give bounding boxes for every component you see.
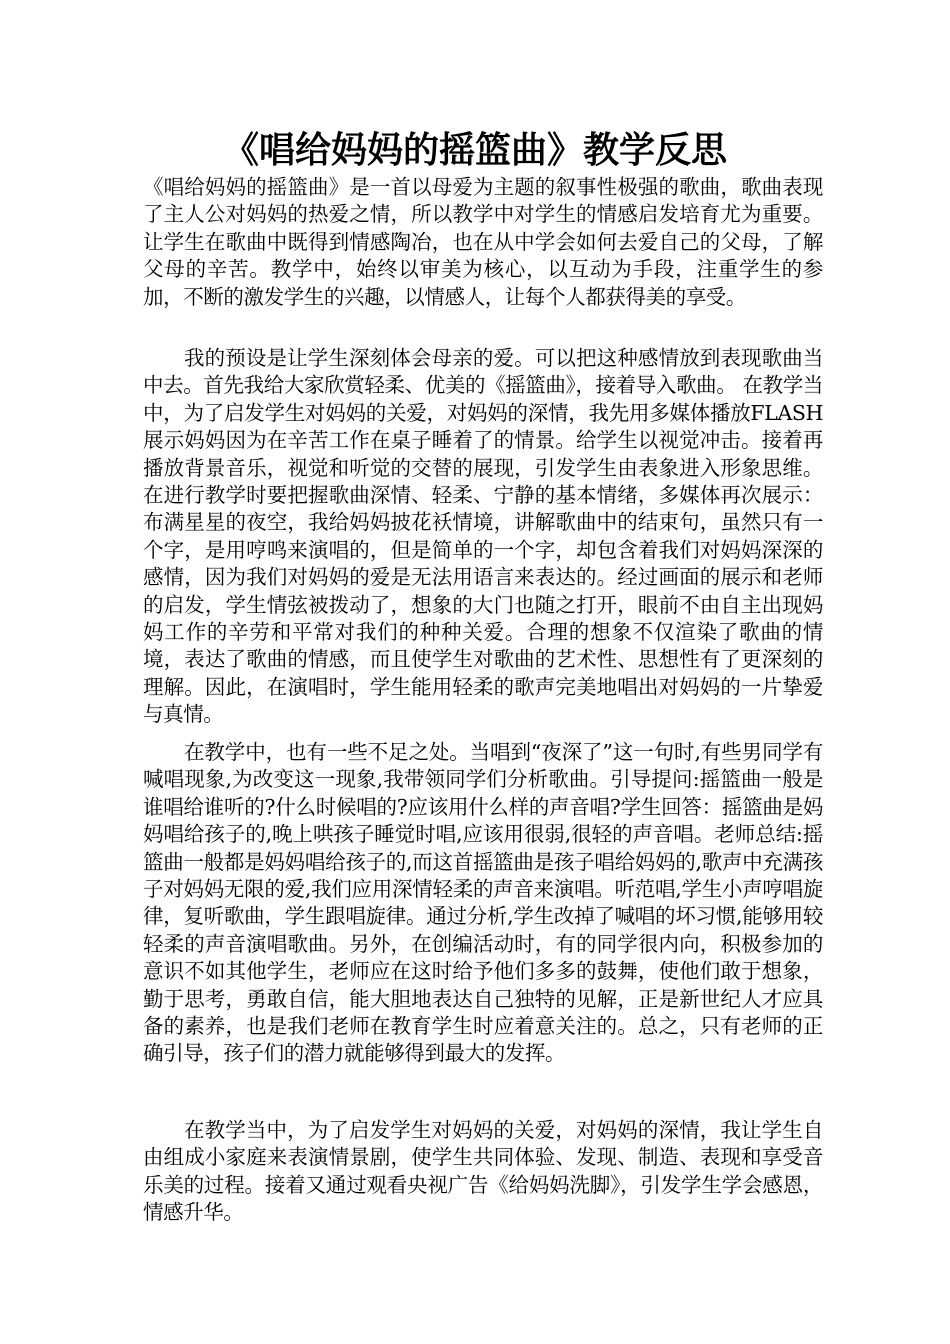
paragraph-conclusion: 在教学当中，为了启发学生对妈妈的关爱，对妈妈的深情，我让学生自由组成小家庭来表演情景剧，使学生共同体验、发现、制造、表现和享受音乐美的过程。接着又通过观看央视广告《给妈妈洗脚》，引发学生学会感恩，情感升华。 bbox=[143, 1118, 823, 1225]
paragraph-intro: 《唱给妈妈的摇篮曲》是一首以母爱为主题的叙事性极强的歌曲，歌曲表现了主人公对妈妈的热爱之情，所以教学中对学生的情感启发培育尤为重要。让学生在歌曲中既得到情感陶冶，也在从中学会如何去爱自己的父母，了解父母的辛苦。教学中，始终以审美为核心，以互动为手段，注重学生的参加，不断的激发学生的兴趣，以情感人，让每个人都获得美的享受。 bbox=[143, 175, 823, 309]
document-title: 《唱给妈妈的摇篮曲》教学反思 bbox=[222, 129, 727, 171]
paragraph-preset: 我的预设是让学生深刻体会母亲的爱。可以把这种感情放到表现歌曲当中去。首先我给大家欣赏轻柔、优美的《摇篮曲》，接着导入歌曲。 在教学当中，为了启发学生对妈妈的关爱，对妈妈的深情，我先用多媒体播放FLASH展示妈妈因为在辛苦工作在桌子睡着了的情景。给学生以视觉冲击。接着再播放背景音乐，视觉和听觉的交替的展现，引发学生由表象进入形象思维。在进行教学时要把握歌曲深情、轻柔、宁静的基本情绪，多媒体再次展示：布满星星的夜空，我给妈妈披花袄情境，讲解歌曲中的结束句，虽然只有一个字，是用哼鸣来演唱的，但是简单的一个字，却包含着我们对妈妈深深的感情，因为我们对妈妈的爱是无法用语言来表达的。经过画面的展示和老师的启发，学生情弦被拨动了，想象的大门也随之打开，眼前不由自主出现妈妈工作的辛劳和平常对我们的种种关爱。合理的想象不仅渲染了歌曲的情境，表达了歌曲的情感，而且使学生对歌曲的艺术性、思想性有了更深刻的理解。因此，在演唱时，学生能用轻柔的歌声完美地唱出对妈妈的一片挚爱与真情。 bbox=[143, 346, 823, 727]
paragraph-shortcomings: 在教学中，也有一些不足之处。当唱到“夜深了”这一句时,有些男同学有喊唱现象,为改变这一现象,我带领同学们分析歌曲。引导提问:摇篮曲一般是谁唱给谁听的?什么时候唱的?应该用什么样的声音唱?学生回答：摇篮曲是妈妈唱给孩子的,晚上哄孩子睡觉时唱,应该用很弱,很轻的声音唱。老师总结:摇篮曲一般都是妈妈唱给孩子的,而这首摇篮曲是孩子唱给妈妈的,歌声中充满孩子对妈妈无限的爱,我们应用深情轻柔的声音来演唱。听范唱,学生小声哼唱旋律，复听歌曲，学生跟唱旋律。通过分析,学生改掉了喊唱的坏习惯,能够用较轻柔的声音演唱歌曲。另外，在创编活动时，有的同学很内向，积极参加的意识不如其他学生，老师应在这时给予他们多多的鼓舞，使他们敢于想象，勤于思考，勇敢自信，能大胆地表达自己独特的见解，正是新世纪人才应具备的素养，也是我们老师在教育学生时应着意关注的。总之，只有老师的正确引导，孩子们的潜力就能够得到最大的发挥。 bbox=[143, 740, 823, 1066]
